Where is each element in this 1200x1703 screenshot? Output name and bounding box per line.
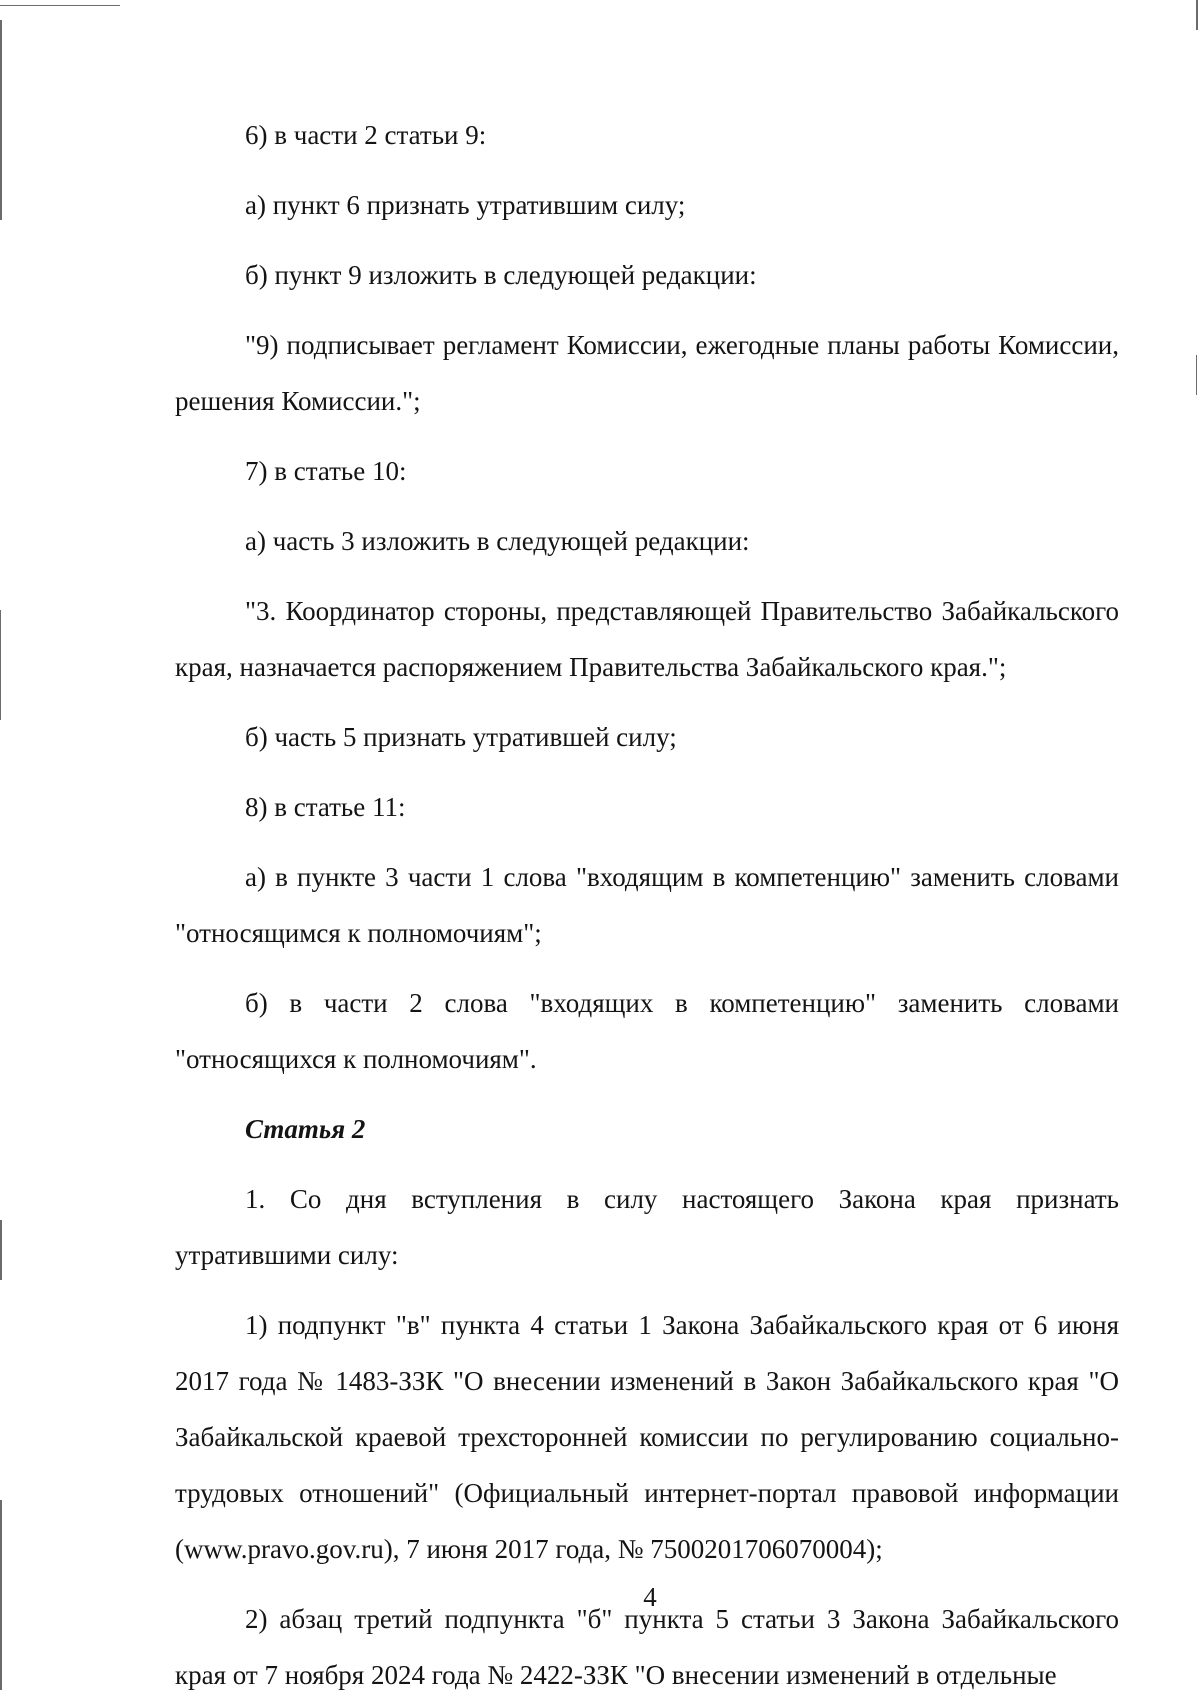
scan-border-line: [1196, 0, 1198, 30]
paragraph: б) пункт 9 изложить в следующей редакции:: [245, 260, 757, 290]
paragraph: 8) в статье 11:: [245, 792, 406, 822]
paragraph: а) часть 3 изложить в следующей редакции:: [245, 526, 750, 556]
paragraph: а) пункт 6 признать утратившим силу;: [245, 190, 686, 220]
scan-border-line: [0, 20, 2, 220]
paragraph: "9) подписывает регламент Комиссии, ежегодные планы работы Комиссии, решения Комиссии.";: [175, 330, 1119, 416]
paragraph: 2) абзац третий подпункта "б" пункта 5 статьи 3 Закона Забайкальского края от 7 ноября 2024 года № 2422-ЗЗК "О внесении изменений в отдельные: [175, 1604, 1119, 1690]
paragraph: 7) в статье 10:: [245, 456, 407, 486]
paragraph: 6) в части 2 статьи 9:: [245, 120, 487, 150]
paragraph: "3. Координатор стороны, представляющей Правительство Забайкальского края, назначается распоряжением Правительства Забайкальского края.";: [175, 596, 1119, 682]
paragraph: а) в пункте 3 части 1 слова "входящим в компетенцию" заменить словами "относящимся к полномочиям";: [175, 862, 1119, 948]
page-number: 4: [643, 1582, 657, 1612]
article-heading: Статья 2: [245, 1114, 366, 1144]
scan-border-line: [0, 1220, 2, 1280]
paragraph: б) часть 5 признать утратившей силу;: [245, 722, 677, 752]
paragraph: 1) подпункт "в" пункта 4 статьи 1 Закона Забайкальского края от 6 июня 2017 года № 1483-ЗЗК "О внесении изменений в Закон Забайкальского края "О Забайкальской краевой трехсторонней комиссии по регулированию социально-трудовых отношений" (Официальный интернет-портал правовой информации (www.pravo.gov.ru), 7 июня 2017 года, № 7500201706070004);: [175, 1310, 1119, 1564]
paragraph: б) в части 2 слова "входящих в компетенцию" заменить словами "относящихся к полномочиям".: [175, 988, 1119, 1074]
paragraph: 1. Со дня вступления в силу настоящего Закона края признать утратившими силу:: [175, 1184, 1119, 1270]
scan-border-line: [0, 5, 120, 6]
scan-border-line: [0, 610, 1, 720]
scan-border-line: [1196, 355, 1197, 395]
document-body: [175, 107, 1119, 1703]
